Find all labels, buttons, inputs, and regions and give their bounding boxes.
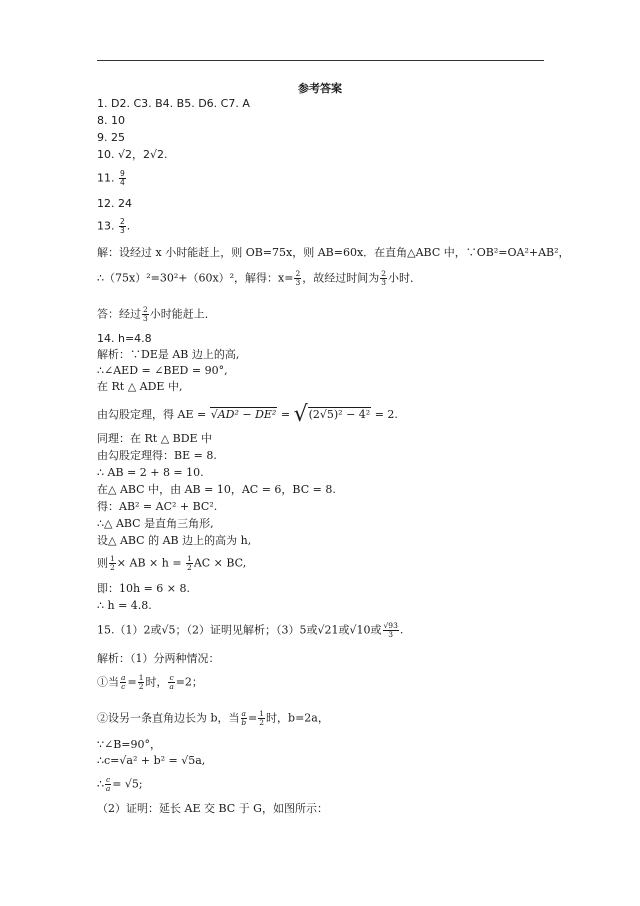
answer-12: 12. 24 xyxy=(97,197,132,210)
solution-13-line1: 解：设经过 x 小时能赶上，则 OB=75x，则 AB=60x．在直角△ABC 中，∵OB²=OA²+AB²， xyxy=(97,246,570,259)
sol15-text: ②设另一条直角边长为 b，当 xyxy=(97,711,240,725)
sol14-line: 解析：∵DE是 AB 边上的高, xyxy=(97,348,240,361)
sol15-line: 解析：（1）分两种情况： xyxy=(97,652,220,665)
sol15-text: ①当 xyxy=(97,675,119,689)
sol14-text: 则 xyxy=(97,556,108,570)
answer-14: 14. h=4.8 xyxy=(97,332,152,345)
sol15-case1: ①当 $\frac{a}{c}$ = $\frac{1}{2}$ 时， $\frac{c}{a}$ =2； xyxy=(97,673,203,691)
answer-11 xyxy=(97,170,127,187)
sol14-line: 在 Rt △ ADE 中, xyxy=(97,380,183,393)
fraction-den: c xyxy=(121,682,126,691)
fraction xyxy=(109,555,116,572)
sol14-text: 由勾股定理，得 AE = xyxy=(97,408,210,421)
sqrt-expression: (2√5)² − 4² xyxy=(308,408,371,421)
fraction xyxy=(294,270,301,287)
sol13-part1: ∴（75x）²=30²+（60x）²，解得：x= xyxy=(97,271,294,285)
sol14-text: = 2. xyxy=(371,408,398,421)
fraction-den: b xyxy=(241,718,247,727)
fraction-num: √93 xyxy=(383,621,398,630)
sol15-line: ∵∠B=90°， xyxy=(97,738,162,751)
fraction-den: a xyxy=(105,784,111,793)
sol14-pythagoras xyxy=(97,404,398,426)
fraction-num: 1 xyxy=(259,709,265,718)
sol15-case2: ②设另一条直角边长为 b，当 $\frac{a}{b}$ = $\frac{1}{2}$ 时，b=2a， xyxy=(97,709,329,727)
fraction-num: 1 xyxy=(110,554,115,563)
sol14-line: ∴△ ABC 是直角三角形, xyxy=(97,517,214,530)
sol14-line: 同理：在 Rt △ BDE 中 xyxy=(97,432,213,445)
fraction xyxy=(186,555,193,572)
fraction-den: 4 xyxy=(120,178,125,187)
answer-15 xyxy=(97,622,403,639)
fraction-den: 3 xyxy=(120,226,125,235)
answer-13-suffix: . xyxy=(126,219,131,233)
sol13-part3: 小时． xyxy=(388,271,422,285)
fraction xyxy=(383,622,399,639)
sol15-ratio xyxy=(97,776,143,793)
sol15-text: 时，b=2a， xyxy=(266,711,329,725)
sol14-line: 由勾股定理得：BE = 8. xyxy=(97,449,217,462)
fraction-den: 3 xyxy=(388,630,394,639)
answer-13 xyxy=(97,218,130,235)
fraction xyxy=(138,674,145,691)
fraction-num: 1 xyxy=(138,673,144,682)
answer-11-prefix: 11. xyxy=(97,171,115,185)
fraction xyxy=(241,710,247,727)
answer-1-7: 1. D2. C3. B4. B5. D6. C7. A xyxy=(97,97,250,110)
fraction-den: 2 xyxy=(259,718,265,727)
fraction-den: 2 xyxy=(138,682,144,691)
sol15-text: ∴ xyxy=(97,777,104,791)
answer-8: 8. 10 xyxy=(97,114,125,127)
fraction xyxy=(105,776,111,793)
fraction-num: c xyxy=(106,775,111,784)
sol14-area xyxy=(97,555,246,572)
answer-15-tail: . xyxy=(399,623,404,637)
sol13-part2: ，故经过时间为 xyxy=(302,271,380,285)
answer-9: 9. 25 xyxy=(97,131,125,144)
sol14-line: ∴ AB = 2 + 8 = 10. xyxy=(97,466,204,479)
fraction-num: c xyxy=(169,673,174,682)
fraction-den: 3 xyxy=(295,278,301,287)
answer-15-text: 15.（1）2或√5；（2）证明见解析；（3）5或√21或√10或 xyxy=(97,623,382,637)
fraction xyxy=(168,674,174,691)
sol14-text: = xyxy=(277,408,294,421)
answer-13-prefix: 13. xyxy=(97,219,115,233)
fraction-num: 2 xyxy=(295,269,301,278)
fraction-num: 9 xyxy=(120,169,125,178)
ans13-part2: 小时能赶上． xyxy=(149,307,216,321)
fraction-den: a xyxy=(169,682,174,691)
sol15-text: =2； xyxy=(175,675,203,689)
fraction xyxy=(258,710,265,727)
sol14-text: × AB × h = xyxy=(116,556,186,570)
sqrt-icon: √ xyxy=(293,402,308,427)
fraction-num: 2 xyxy=(381,269,387,278)
sol14-line: ∴ h = 4.8. xyxy=(97,599,152,612)
fraction xyxy=(119,170,126,187)
fraction xyxy=(380,270,387,287)
answer-10: 10. √2，2√2. xyxy=(97,148,168,161)
fraction-num: a xyxy=(121,673,126,682)
fraction-num: 2 xyxy=(120,217,125,226)
fraction-den: 2 xyxy=(187,563,192,572)
sol14-text: AC × BC, xyxy=(193,556,247,570)
sol14-line: ∴∠AED = ∠BED = 90°, xyxy=(97,364,228,377)
sol14-line: 设△ ABC 的 AB 边上的高为 h, xyxy=(97,534,252,547)
page-title: 参考答案 xyxy=(298,82,342,95)
sol15-text: 时， xyxy=(145,675,168,689)
fraction-num: a xyxy=(241,709,247,718)
header-rule xyxy=(97,60,544,61)
fraction-den: 3 xyxy=(143,314,148,323)
solution-13-line2 xyxy=(97,270,421,287)
sol15-text: = √5; xyxy=(112,777,143,791)
fraction xyxy=(142,306,149,323)
fraction-num: 2 xyxy=(143,305,148,314)
sol14-line: 得：AB² = AC² + BC². xyxy=(97,500,218,513)
fraction xyxy=(119,218,126,235)
fraction-den: 2 xyxy=(110,563,115,572)
sol15-line: （2）证明：延长 AE 交 BC 于 G，如图所示： xyxy=(97,802,328,815)
fraction-num: 1 xyxy=(187,554,192,563)
sol15-line: ∴c=√a² + b² = √5a, xyxy=(97,754,206,767)
fraction xyxy=(120,674,126,691)
sqrt-expression: √AD² − DE² xyxy=(210,408,277,421)
answer-13-conclusion xyxy=(97,306,216,323)
ans13-part1: 答：经过 xyxy=(97,307,141,321)
fraction-den: 3 xyxy=(381,278,387,287)
sol14-line: 即：10h = 6 × 8. xyxy=(97,582,190,595)
sol14-line: 在△ ABC 中，由 AB = 10，AC = 6，BC = 8. xyxy=(97,483,336,496)
